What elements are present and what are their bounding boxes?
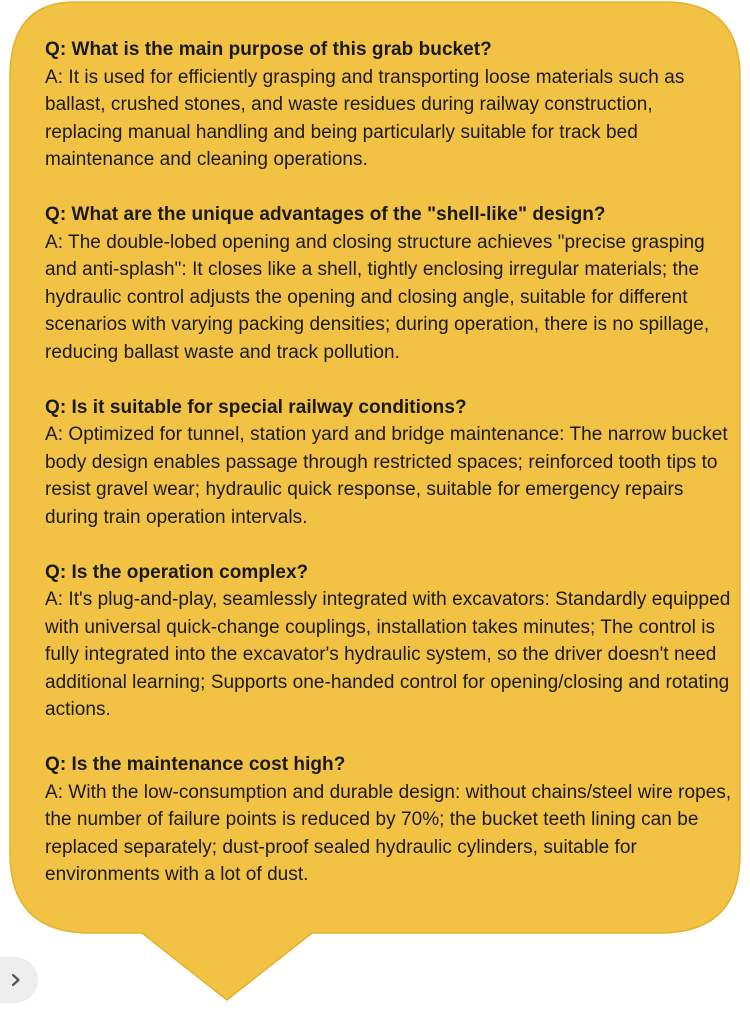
faq-list bbox=[45, 36, 735, 916]
faq-answer: A: It's plug-and-play, seamlessly integrated with excavators: Standardly equipped with universal quick-change couplings, installation takes minutes; The control is fully integrated into the excavator's hydraulic system, so the driver doesn't need additional learning; Supports one-handed control for opening/closing and rotating actions. bbox=[45, 589, 731, 720]
faq-item-operation bbox=[45, 559, 735, 724]
faq-question: Q: Is the operation complex? bbox=[45, 561, 309, 583]
faq-answer: A: With the low-consumption and durable design: without chains/steel wire ropes, the number of failure points is reduced by 70%; the bucket teeth lining can be replaced separately; dust-proof sealed hydraulic cylinders, suitable for environments with a lot of dust. bbox=[45, 781, 732, 885]
faq-answer: A: It is used for efficiently grasping and transporting loose materials such as ballast, crushed stones, and waste residues during railway construction, replacing manual handling and being particularly suitable for track bed maintenance and cleaning operations. bbox=[45, 66, 685, 170]
faq-item-maintenance bbox=[45, 751, 735, 889]
faq-question: Q: What is the main purpose of this grab bucket? bbox=[45, 39, 492, 60]
faq-item-special-conditions bbox=[45, 394, 735, 532]
chevron-right-icon bbox=[10, 973, 22, 987]
faq-answer: A: Optimized for tunnel, station yard and bridge maintenance: The narrow bucket body design enables passage through restricted spaces; reinforced tooth tips to resist gravel wear; hydraulic quick response, suitable for emergency repairs during train operation intervals. bbox=[45, 424, 728, 528]
faq-item-purpose bbox=[45, 36, 735, 174]
faq-item-shell-design bbox=[45, 201, 735, 366]
faq-question: Q: Is it suitable for special railway conditions? bbox=[45, 396, 467, 418]
faq-question: Q: Is the maintenance cost high? bbox=[45, 754, 346, 775]
faq-question: Q: What are the unique advantages of the "shell-like" design? bbox=[45, 204, 606, 225]
faq-answer: A: The double-lobed opening and closing structure achieves "precise grasping and anti-splash": It closes like a shell, tightly enclosing irregular materials; the hydraulic control adjusts the opening and closing angle, suitable for different scenarios with varying packing densities; during operation, there is no spillage, reducing ballast waste and track pollution. bbox=[45, 231, 710, 363]
